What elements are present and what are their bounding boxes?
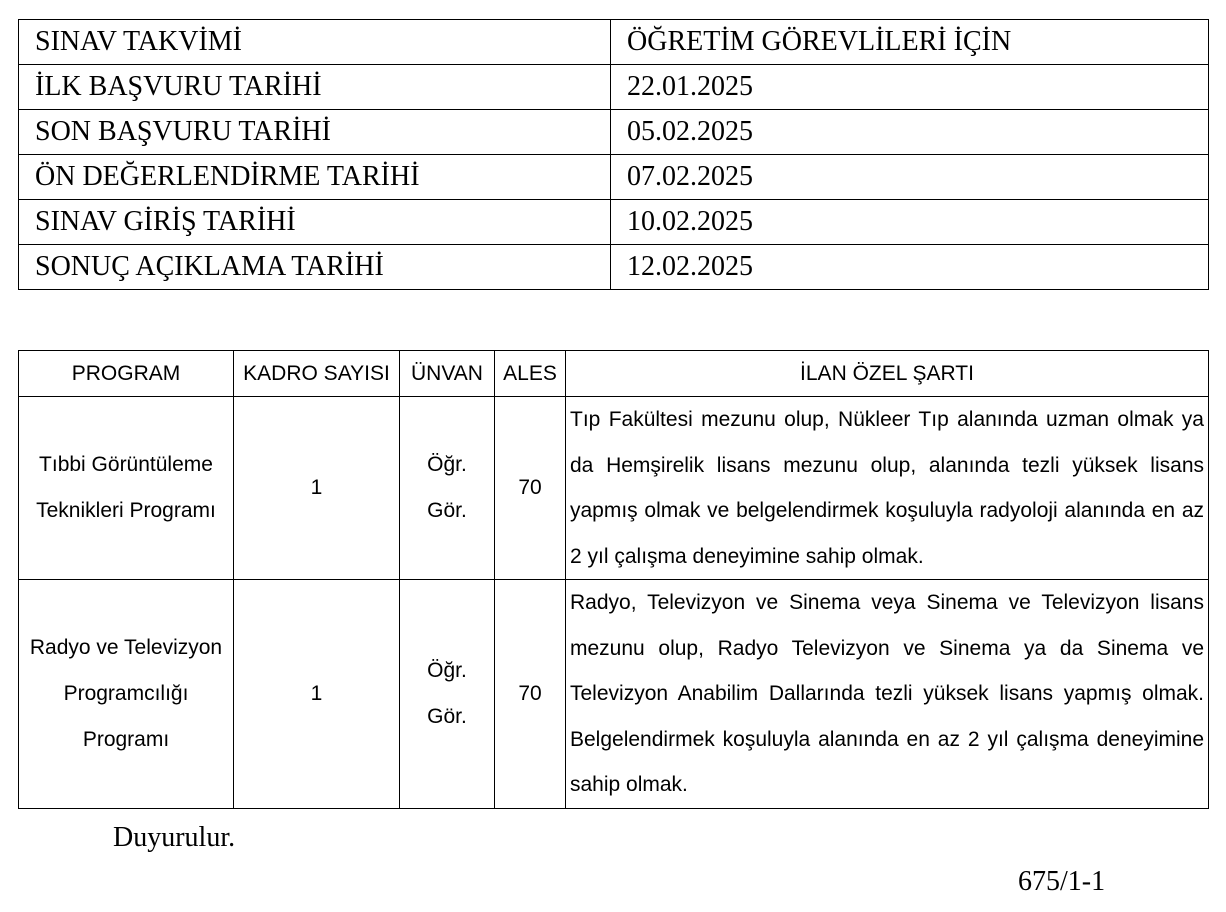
schedule-header-value: ÖĞRETİM GÖREVLİLERİ İÇİN bbox=[611, 20, 1209, 65]
program-name: Tıbbi Görüntüleme Teknikleri Programı bbox=[19, 397, 234, 580]
schedule-row-date: 10.02.2025 bbox=[611, 200, 1209, 245]
positions-table bbox=[18, 350, 1209, 809]
header-program: PROGRAM bbox=[19, 351, 234, 397]
position-count: 1 bbox=[234, 397, 400, 580]
schedule-row-label: SONUÇ AÇIKLAMA TARİHİ bbox=[19, 245, 611, 290]
schedule-row bbox=[19, 110, 1209, 155]
header-title: ÜNVAN bbox=[400, 351, 495, 397]
special-condition: Tıp Fakültesi mezunu olup, Nükleer Tıp alanında uzman olmak ya da Hemşirelik lisans mezunu olup, alanında tezli yüksek lisans yapmış olmak ve belgelendirmek koşuluyla radyoloji alanında en az 2 yıl çalışma deneyimine sahip olmak. bbox=[566, 397, 1209, 580]
position-title: Öğr. Gör. bbox=[400, 580, 495, 809]
positions-header-row bbox=[19, 351, 1209, 397]
position-title: Öğr. Gör. bbox=[400, 397, 495, 580]
ales-score: 70 bbox=[495, 580, 566, 809]
schedule-row-date: 12.02.2025 bbox=[611, 245, 1209, 290]
schedule-row-date: 05.02.2025 bbox=[611, 110, 1209, 155]
document-code: 675/1-1 bbox=[1018, 866, 1106, 897]
ales-score: 70 bbox=[495, 397, 566, 580]
position-row bbox=[19, 580, 1209, 809]
header-condition: İLAN ÖZEL ŞARTI bbox=[566, 351, 1209, 397]
schedule-row-label: SON BAŞVURU TARİHİ bbox=[19, 110, 611, 155]
schedule-row bbox=[19, 200, 1209, 245]
schedule-row-label: İLK BAŞVURU TARİHİ bbox=[19, 65, 611, 110]
schedule-row-date: 07.02.2025 bbox=[611, 155, 1209, 200]
schedule-row-label: SINAV GİRİŞ TARİHİ bbox=[19, 200, 611, 245]
schedule-row bbox=[19, 155, 1209, 200]
header-ales: ALES bbox=[495, 351, 566, 397]
special-condition: Radyo, Televizyon ve Sinema veya Sinema ve Televizyon lisans mezunu olup, Radyo Televizyon ve Sinema ya da Sinema ve Televizyon Anabilim Dallarında tezli yüksek lisans yapmış olmak. Belgelendirmek koşuluyla alanında en az 2 yıl çalışma deneyimine sahip olmak. bbox=[566, 580, 1209, 809]
announcement-note: Duyurulur. bbox=[113, 822, 236, 853]
position-row bbox=[19, 397, 1209, 580]
position-count: 1 bbox=[234, 580, 400, 809]
schedule-row-label: ÖN DEĞERLENDİRME TARİHİ bbox=[19, 155, 611, 200]
program-name: Radyo ve Televizyon Programcılığı Programı bbox=[19, 580, 234, 809]
schedule-row bbox=[19, 65, 1209, 110]
header-count: KADRO SAYISI bbox=[234, 351, 400, 397]
schedule-header-row bbox=[19, 20, 1209, 65]
schedule-header-label: SINAV TAKVİMİ bbox=[19, 20, 611, 65]
exam-schedule-table bbox=[18, 19, 1209, 290]
schedule-row-date: 22.01.2025 bbox=[611, 65, 1209, 110]
schedule-row bbox=[19, 245, 1209, 290]
